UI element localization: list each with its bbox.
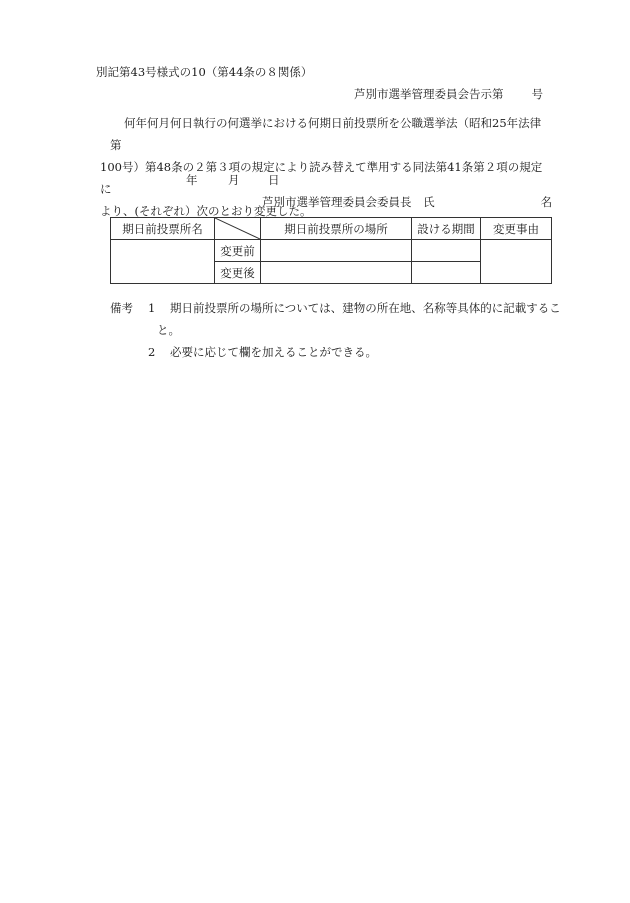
row-label-before: 変更前 [215,240,261,262]
table-header-row [111,218,552,240]
notice-number [354,89,543,101]
notice-number-label: 芦別市選挙管理委員会告示第 [354,87,504,101]
row-label-after: 変更後 [215,262,261,284]
remark-text: 期日前投票所の場所については、建物の所在地、名称等具体的に記載するこ [170,301,561,315]
header-reason: 変更事由 [481,218,552,240]
period-after-cell [412,262,481,284]
remarks-label: 備考 [110,301,133,315]
header-place-name: 期日前投票所名 [111,218,215,240]
location-before-cell [261,240,412,262]
place-name-cell [111,240,215,284]
remark-text: 必要に応じて欄を加えることができる。 [170,345,377,359]
remark-continuation: と。 [157,323,180,337]
date-year: 年 [186,173,198,187]
body-line-3: より、(それぞれ）次のとおり変更した。 [100,204,312,218]
header-period: 設ける期間 [412,218,481,240]
period-before-cell [412,240,481,262]
body-line-2: 100号）第48条の２第３項の規定により読み替えて準用する同法第41条第２項の規定に [100,160,543,196]
remark-number: 1 [148,301,156,315]
reason-cell [481,240,552,284]
form-title: 別記第43号様式の10（第44条の８関係） [96,65,313,79]
signer-mei: 名 [540,195,553,209]
header-location: 期日前投票所の場所 [261,218,412,240]
diagonal-line [215,218,260,239]
location-after-cell [261,262,412,284]
body-line-1: 何年何月何日執行の何選挙における何期日前投票所を公職選挙法（昭和25年法律第 [110,116,542,152]
date-month: 月 [228,173,240,187]
date-day: 日 [268,173,280,187]
signer [262,197,552,209]
signer-title: 芦別市選挙管理委員会委員長 [262,195,412,209]
remarks [110,297,570,363]
remark-number: 2 [148,345,156,359]
date-line [186,175,280,187]
header-diagonal-cell [215,218,261,240]
table-row [111,240,552,262]
notice-number-suffix: 号 [531,87,543,101]
signer-shi: 氏 [423,195,435,209]
change-table [110,217,552,284]
